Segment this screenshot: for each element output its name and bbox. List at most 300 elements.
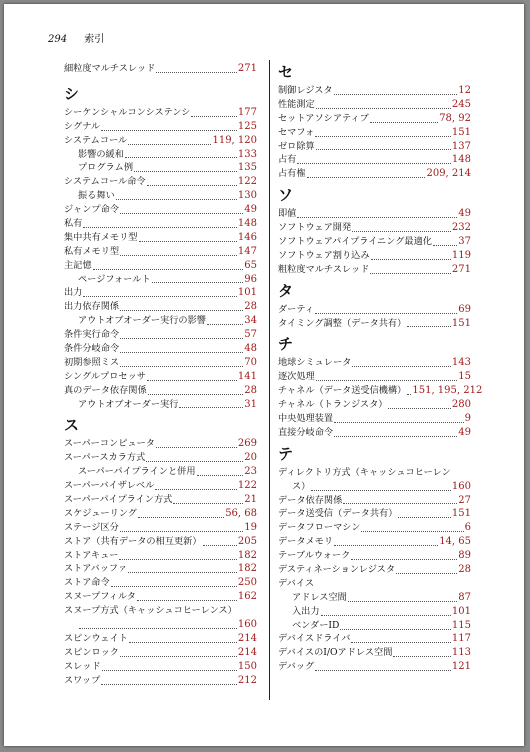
page-reference: 87	[458, 591, 471, 603]
dot-leader	[352, 231, 451, 232]
index-entry	[278, 140, 471, 154]
index-term: スピンウェイト	[64, 632, 128, 644]
page-reference: 209, 214	[426, 168, 471, 180]
dot-leader	[307, 177, 426, 178]
section-heading: ソ	[278, 186, 294, 205]
page-reference: 28	[458, 564, 471, 576]
page-reference: 245	[451, 98, 471, 110]
index-term: ソフトウェア割り込み	[278, 249, 370, 261]
dot-leader	[370, 122, 438, 123]
index-term: ストア（共有データの相互更新）	[64, 535, 202, 547]
index-term: ソフトウェアパイプライニング最適化	[278, 236, 432, 247]
index-entry	[64, 245, 257, 259]
page-reference: 135	[237, 162, 257, 174]
page-reference: 271	[237, 62, 257, 74]
index-term: 真のデータ依存関係	[64, 384, 147, 396]
index-term: ストアキュー	[64, 549, 119, 561]
index-entry	[64, 300, 257, 314]
dot-leader	[129, 642, 237, 643]
index-term: シングルプロセッサ	[64, 370, 146, 382]
index-entry	[278, 303, 471, 317]
page-reference: 182	[237, 563, 257, 575]
index-subentry	[278, 605, 471, 619]
index-term: 主記憶	[64, 259, 92, 271]
index-entry	[278, 98, 471, 112]
dot-leader	[120, 656, 237, 657]
dot-leader	[120, 213, 243, 214]
dot-leader	[396, 573, 457, 574]
section-heading: ス	[64, 416, 80, 435]
index-term: 即値	[278, 208, 297, 220]
page-reference: 19	[244, 521, 257, 533]
index-term: 影響の緩和	[78, 148, 124, 160]
page-reference: 119, 120	[212, 134, 257, 146]
page-reference: 146	[237, 231, 257, 243]
dot-leader	[297, 163, 451, 164]
page-reference: 122	[237, 480, 257, 492]
page-reference: 177	[237, 106, 257, 118]
index-entry	[64, 437, 257, 451]
page-reference: 214	[237, 646, 257, 658]
index-subentry	[64, 161, 257, 175]
dot-leader	[321, 615, 451, 616]
dot-leader	[146, 461, 243, 462]
index-term: ステージ区分	[64, 521, 119, 533]
index-term: スーパーパイプライン方式	[64, 494, 173, 506]
index-entry	[64, 120, 257, 134]
page-reference: 119	[451, 249, 471, 261]
dot-leader	[147, 380, 237, 381]
page-reference: 6	[464, 522, 471, 534]
index-term: 占有権	[278, 168, 306, 180]
index-subentry	[278, 591, 471, 605]
dot-leader	[155, 489, 237, 490]
index-entry	[278, 577, 471, 591]
index-column-left	[64, 62, 257, 688]
dot-leader	[311, 490, 451, 491]
dot-leader	[334, 94, 458, 95]
dot-leader	[197, 475, 244, 476]
index-entry	[278, 466, 471, 480]
index-term: テーブルウォーク	[278, 550, 351, 562]
page-reference: 69	[458, 303, 471, 315]
dot-leader	[120, 352, 243, 353]
column-divider	[269, 60, 270, 700]
index-entry	[64, 590, 257, 604]
page-header	[48, 30, 104, 45]
index-term: 入出力	[292, 605, 320, 617]
index-entry	[278, 235, 471, 249]
index-entry	[278, 494, 471, 508]
index-entry	[64, 62, 257, 76]
index-term: スーパーバイザレベル	[64, 480, 155, 492]
dot-leader	[120, 338, 243, 339]
dot-leader	[173, 503, 243, 504]
index-entry	[278, 263, 471, 277]
index-term: セマフォ	[278, 126, 315, 138]
page-reference: 15	[458, 371, 471, 383]
page-reference: 250	[237, 577, 257, 589]
dot-leader	[351, 559, 457, 560]
index-term: 細粒度マルチスレッド	[64, 62, 156, 74]
index-term: ページフォールト	[78, 273, 151, 285]
index-entry	[64, 203, 257, 217]
index-entry	[64, 259, 257, 273]
page-reference: 271	[451, 263, 471, 275]
dot-leader	[79, 628, 237, 629]
index-entry	[278, 646, 471, 660]
index-entry	[64, 370, 257, 384]
index-term: チャネル（データ送受信機構）	[278, 385, 407, 397]
index-entry	[278, 356, 471, 370]
dot-leader	[361, 531, 463, 532]
dot-leader	[156, 447, 237, 448]
dot-leader	[316, 108, 451, 109]
index-term: ストア命令	[64, 577, 110, 589]
section-heading: セ	[278, 63, 294, 81]
section-heading: シ	[64, 84, 80, 103]
page-reference: 89	[458, 550, 471, 562]
index-term: システムコール命令	[64, 176, 146, 188]
index-entry	[64, 576, 257, 590]
page-reference: 214	[237, 632, 257, 644]
index-entry	[278, 426, 471, 440]
index-term: 逐次処理	[278, 371, 315, 383]
index-subentry	[64, 273, 257, 287]
index-entry	[278, 507, 471, 521]
page-reference: 160	[237, 619, 257, 631]
dot-leader	[179, 407, 243, 408]
index-entry	[278, 317, 471, 331]
index-entry	[278, 126, 471, 140]
page-reference: 148	[451, 154, 471, 166]
dot-leader	[393, 656, 451, 657]
dot-leader	[93, 269, 244, 270]
index-term: デバイスのI/Oアドレス空間	[278, 647, 393, 659]
dot-leader	[139, 241, 237, 242]
dot-leader	[407, 394, 411, 395]
page-reference: 182	[237, 549, 257, 561]
index-entry	[64, 535, 257, 549]
index-term: スワップ	[64, 674, 101, 686]
index-entry	[278, 549, 471, 563]
index-term: デバイス	[278, 577, 315, 589]
index-subentry	[64, 314, 257, 328]
dot-leader	[315, 670, 451, 671]
index-entry	[278, 207, 471, 221]
page-reference: 101	[237, 287, 257, 299]
dot-leader	[203, 545, 237, 546]
index-term: シグナル	[64, 120, 101, 132]
dot-leader	[148, 394, 244, 395]
dot-leader	[433, 245, 457, 246]
index-entry	[64, 521, 257, 535]
index-entry	[64, 646, 257, 660]
dot-leader	[120, 255, 237, 256]
index-term: ソフトウェア開発	[278, 222, 352, 234]
index-term: 地球シミュレータ	[278, 357, 352, 369]
index-term: スーパースカラ方式	[64, 452, 146, 464]
page-reference: 49	[458, 426, 471, 438]
page-reference: 125	[237, 120, 257, 132]
page-reference: 65	[244, 259, 257, 271]
page-reference: 34	[244, 315, 257, 327]
index-term: スケジューリング	[64, 507, 137, 519]
index-term: 制御レジスタ	[278, 84, 333, 96]
index-entry	[278, 633, 471, 647]
index-entry	[278, 153, 471, 167]
index-term: データ依存関係	[278, 494, 343, 506]
page-reference: 21	[244, 494, 257, 506]
index-term: プログラム例	[78, 162, 134, 174]
index-entry	[278, 167, 471, 181]
dot-leader	[119, 559, 236, 560]
dot-leader	[102, 670, 237, 671]
index-entry	[64, 328, 257, 342]
index-term: アドレス空間	[292, 591, 347, 603]
dot-leader	[101, 684, 237, 685]
index-entry	[278, 249, 471, 263]
dot-leader	[120, 366, 243, 367]
index-subentry	[64, 189, 257, 203]
page-reference: 113	[451, 647, 471, 659]
dot-leader	[120, 531, 244, 532]
page-reference: 151	[451, 508, 471, 520]
index-term: ジャンプ命令	[64, 204, 119, 216]
dot-leader	[315, 136, 451, 137]
page-reference: 148	[237, 218, 257, 229]
page-reference: 121	[451, 661, 471, 673]
index-subentry	[64, 398, 257, 412]
index-term: 私有メモリ型	[64, 245, 120, 257]
page-reference: 37	[458, 236, 471, 247]
dot-leader	[111, 586, 237, 587]
index-column-right	[278, 62, 483, 674]
index-term: 集中共有メモリ型	[64, 231, 138, 243]
page-reference: 115	[451, 619, 471, 631]
index-entry	[64, 217, 257, 231]
page-reference: 48	[244, 343, 257, 355]
page-reference: 57	[244, 329, 257, 341]
dot-leader	[156, 72, 236, 73]
page-reference: 212	[237, 674, 257, 686]
index-entry	[64, 384, 257, 398]
index-entry	[64, 632, 257, 646]
dot-leader	[101, 130, 237, 131]
dot-leader	[352, 366, 451, 367]
index-entry	[64, 479, 257, 493]
index-term: 占有	[278, 154, 297, 166]
page-reference: 12	[458, 84, 471, 96]
page-reference: 56, 68	[225, 507, 257, 519]
dot-leader	[343, 503, 457, 504]
index-term: セットアソシアティブ	[278, 112, 369, 124]
index-term: データメモリ	[278, 536, 334, 548]
dot-leader	[340, 629, 451, 630]
index-term: 直接分岐命令	[278, 426, 334, 438]
section-heading: テ	[278, 444, 294, 463]
index-entry	[64, 604, 257, 618]
index-entry	[64, 231, 257, 245]
page-reference: 27	[458, 494, 471, 506]
dot-leader	[316, 149, 451, 150]
index-entry	[278, 84, 471, 98]
index-entry	[64, 563, 257, 577]
index-entry	[64, 175, 257, 189]
index-entry	[278, 398, 471, 412]
page-reference: 122	[237, 176, 257, 188]
index-entry	[278, 412, 471, 426]
index-entry	[64, 618, 257, 632]
page-reference: 28	[244, 384, 257, 396]
page-reference: 137	[451, 140, 471, 152]
index-entry	[64, 342, 257, 356]
index-term: ストアバッファ	[64, 563, 128, 575]
index-entry	[64, 451, 257, 465]
index-term: デスティネーションレジスタ	[278, 564, 396, 576]
page-reference: 143	[451, 357, 471, 369]
dot-leader	[128, 144, 211, 145]
index-term: アウトオブオーダー実行	[78, 398, 179, 410]
dot-leader	[120, 310, 243, 311]
dot-leader	[125, 157, 237, 158]
index-term: 条件実行命令	[64, 329, 120, 341]
index-entry	[64, 356, 257, 370]
dot-leader	[134, 171, 237, 172]
dot-leader	[334, 436, 457, 437]
page-reference: 117	[451, 633, 471, 645]
index-term: 振る舞い	[78, 190, 115, 202]
index-term: スヌープフィルタ	[64, 591, 136, 603]
page-reference: 147	[237, 245, 257, 257]
page-reference: 101	[451, 605, 471, 617]
index-term: データフローマシン	[278, 522, 361, 534]
index-term: スヌープ方式（キャッシュコヒーレンス）	[64, 605, 237, 617]
page-reference: 31	[244, 398, 257, 410]
page-reference: 23	[244, 466, 257, 478]
index-term: データ送受信（データ共有）	[278, 508, 398, 520]
index-entry	[64, 507, 257, 521]
index-entry	[278, 660, 471, 674]
dot-leader	[138, 517, 224, 518]
dot-leader	[348, 601, 457, 602]
dot-leader	[297, 217, 457, 218]
dot-leader	[316, 380, 458, 381]
index-term: システムコール	[64, 134, 128, 146]
dot-leader	[128, 572, 237, 573]
dot-leader	[351, 642, 451, 643]
page-reference: 151, 195, 212	[412, 385, 483, 397]
index-entry	[64, 134, 257, 148]
dot-leader	[315, 313, 457, 314]
index-entry	[64, 660, 257, 674]
index-entry	[278, 563, 471, 577]
dot-leader	[116, 199, 237, 200]
index-subentry	[64, 148, 257, 162]
dot-leader	[334, 422, 464, 423]
page-reference: 269	[237, 438, 257, 450]
section-heading: タ	[278, 281, 294, 300]
dot-leader	[398, 517, 450, 518]
index-term: ベンダーID	[292, 619, 340, 631]
page-reference: 160	[451, 480, 471, 492]
page-reference: 232	[451, 222, 471, 234]
page-reference: 130	[237, 190, 257, 202]
index-term: ゼロ除算	[278, 140, 315, 152]
page-reference: 133	[237, 148, 257, 160]
index-term: チャネル（トランジスタ）	[278, 399, 388, 411]
index-entry	[278, 112, 471, 126]
index-entry	[64, 286, 257, 300]
index-entry	[278, 521, 471, 535]
index-term: タイミング調整（データ共有）	[278, 317, 407, 329]
index-entry	[278, 370, 471, 384]
page-reference: 205	[237, 535, 257, 547]
section-heading: チ	[278, 335, 294, 354]
index-term: 出力	[64, 287, 83, 299]
page-reference: 70	[244, 356, 257, 368]
dot-leader	[371, 259, 451, 260]
index-entry	[278, 480, 471, 494]
index-subentry	[278, 619, 471, 633]
page-reference: 141	[237, 370, 257, 382]
index-entry	[64, 493, 257, 507]
dot-leader	[370, 273, 450, 274]
page-reference: 96	[244, 273, 257, 285]
dot-leader	[152, 282, 244, 283]
index-subentry	[64, 465, 257, 479]
page-number: 294	[48, 34, 68, 45]
index-term: 中央処理装置	[278, 413, 334, 425]
index-term: スーパーコンピュータ	[64, 438, 155, 450]
page-reference: 9	[464, 413, 471, 425]
index-entry	[278, 384, 483, 398]
dot-leader	[83, 227, 237, 228]
dot-leader	[147, 185, 237, 186]
page-reference: 162	[237, 591, 257, 603]
page-reference: 150	[237, 660, 257, 672]
index-term: 条件分岐命令	[64, 343, 120, 355]
index-term: 初期参照ミス	[64, 356, 120, 368]
index-term: 私有	[64, 218, 83, 229]
index-term: デバイスドライバ	[278, 633, 351, 645]
page-reference: 49	[244, 204, 257, 216]
index-page	[4, 4, 524, 746]
page-reference: 20	[244, 452, 257, 464]
index-entry	[64, 674, 257, 688]
dot-leader	[207, 324, 243, 325]
page-reference: 49	[458, 208, 471, 220]
dot-leader	[334, 545, 438, 546]
dot-leader	[137, 600, 237, 601]
page-reference: 78, 92	[439, 112, 471, 124]
dot-leader	[388, 408, 450, 409]
index-entry	[64, 106, 257, 120]
index-entry	[64, 549, 257, 563]
index-term: ス）	[292, 480, 311, 492]
page-reference: 151	[451, 126, 471, 138]
index-term: シーケンシャルコンシステンシ	[64, 106, 191, 118]
page-reference: 14, 65	[439, 536, 471, 548]
index-entry	[278, 221, 471, 235]
dot-leader	[191, 116, 237, 117]
index-term: 性能測定	[278, 98, 315, 110]
index-term: スピンロック	[64, 646, 119, 658]
page-reference: 28	[244, 301, 257, 313]
index-term: アウトオブオーダー実行の影響	[78, 315, 206, 327]
index-term: ディレクトリ方式（キャッシュコヒーレン	[278, 466, 451, 478]
dot-leader	[407, 326, 451, 327]
